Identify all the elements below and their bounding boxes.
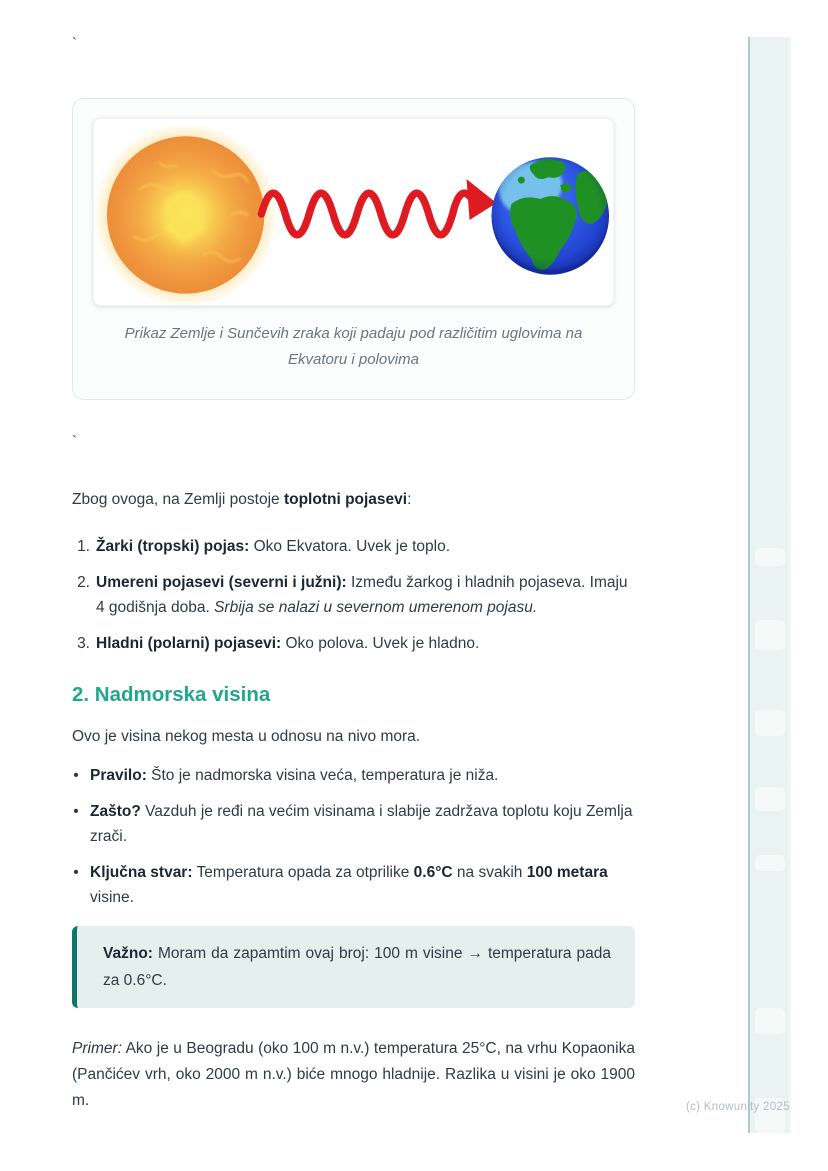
strip-highlight [755,787,785,811]
bullet-dot: • [73,864,79,881]
example-paragraph: Primer: Ako je u Beogradu (oko 100 m n.v.) temperatura 25°C, na vrhu Kopaonika (Pančićev vrh, oko 2000 m n.v.) biće mnogo hladnije. Razlika u visini je oko 1900 m. [72,1040,635,1109]
altitude-bullet-list [72,763,635,910]
list-item [72,570,635,620]
altitude-intro-paragraph: Ovo je visina nekog mesta u odnosu na nivo mora. [72,728,421,745]
bullet-dot: • [73,803,79,820]
list-item-text: Umereni pojasevi (severni i južni): Između žarkog i hladnih pojaseva. Imaju 4 godišnja doba. Srbija se nalazi u severnom umerenom pojasu. [96,574,628,616]
radiation-wave-icon [261,179,496,235]
sun-earth-illustration [93,118,614,306]
list-item-text: Žarki (tropski) pojas: Oko Ekvatora. Uvek je toplo. [96,538,451,555]
sun-icon [94,122,278,305]
strip-highlight [755,855,785,871]
list-number: 3. [77,635,90,652]
list-item [72,860,635,910]
strip-highlight [755,548,785,566]
strip-highlight [755,620,785,650]
callout-text: Važno: Moram da zapamtim ovaj broj: 100 m visine → temperatura pada za 0.6°C. [103,945,611,989]
list-item-text: Pravilo: Što je nadmorska visina veća, temperatura je niža. [90,767,499,784]
list-item [72,631,635,656]
list-item-text: Ključna stvar: Temperatura opada za otprilike 0.6°C na svakih 100 metara visine. [90,864,608,906]
document-page [72,0,635,1114]
bullet-dot: • [73,767,79,784]
list-item [72,534,635,559]
figure-card [72,98,635,400]
sun-earth-illustration-svg [94,119,613,305]
decorative-side-strip [748,37,791,1133]
list-item [72,799,635,849]
important-callout [72,926,635,1008]
stray-backtick-mid: ` [72,433,77,450]
list-item-text: Hladni (polarni) pojasevi: Oko polova. Uvek je hladno. [96,635,480,652]
section-heading-altitude: 2. Nadmorska visina [72,683,271,706]
earth-icon [491,157,609,275]
figure-caption: Prikaz Zemlje i Sunčevih zraka koji padaju pod različitim uglovima na Ekvatoru i polovima [124,325,583,368]
thermal-zones-list [72,534,635,656]
strip-highlight [755,1008,785,1034]
list-number: 2. [77,574,90,591]
strip-highlight [755,710,785,736]
list-item [72,763,635,788]
copyright-watermark: (c) Knowunity 2025 [686,1101,790,1113]
intro-paragraph: Zbog ovoga, na Zemlji postoje toplotni pojasevi: [72,491,412,508]
stray-backtick-top: ` [72,35,77,52]
list-number: 1. [77,538,90,555]
list-item-text: Zašto? Vazduh je ređi na većim visinama i slabije zadržava toplotu koju Zemlja zrači. [90,803,633,845]
